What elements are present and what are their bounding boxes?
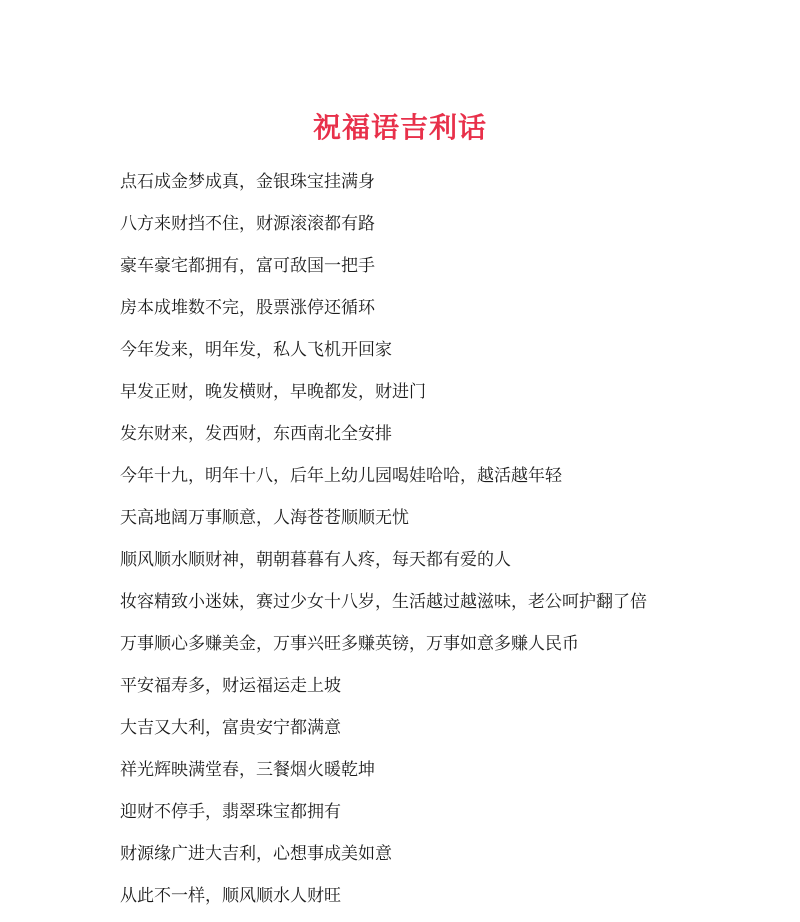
list-item: 豪车豪宅都拥有，富可敌国一把手	[120, 256, 375, 276]
list-item: 八方来财挡不住，财源滚滚都有路	[120, 214, 375, 234]
list-item: 万事顺心多赚美金，万事兴旺多赚英镑，万事如意多赚人民币	[120, 634, 579, 654]
list-item: 大吉又大利，富贵安宁都满意	[120, 718, 341, 738]
list-item: 顺风顺水顺财神，朝朝暮暮有人疼，每天都有爱的人	[120, 550, 511, 570]
list-item: 房本成堆数不完，股票涨停还循环	[120, 298, 375, 318]
list-item: 天高地阔万事顺意，人海苍苍顺顺无忧	[120, 508, 409, 528]
blessing-list	[120, 166, 780, 922]
list-item: 财源缘广进大吉利，心想事成美如意	[120, 844, 392, 864]
page-title: 祝福语吉利话	[312, 111, 487, 144]
list-item: 从此不一样，顺风顺水人财旺	[120, 886, 341, 906]
list-item: 平安福寿多，财运福运走上坡	[120, 676, 341, 696]
list-item: 今年发来，明年发，私人飞机开回家	[120, 340, 392, 360]
list-item: 迎财不停手，翡翠珠宝都拥有	[120, 802, 341, 822]
list-item: 点石成金梦成真，金银珠宝挂满身	[120, 172, 375, 192]
list-item: 妆容精致小迷妹，赛过少女十八岁，生活越过越滋味，老公呵护翻了倍	[120, 592, 647, 612]
list-item: 早发正财，晚发横财，早晚都发，财进门	[120, 382, 426, 402]
list-item: 祥光辉映满堂春，三餐烟火暖乾坤	[120, 760, 375, 780]
list-item: 发东财来，发西财，东西南北全安排	[120, 424, 392, 444]
list-item: 今年十九，明年十八，后年上幼儿园喝娃哈哈，越活越年轻	[120, 466, 562, 486]
